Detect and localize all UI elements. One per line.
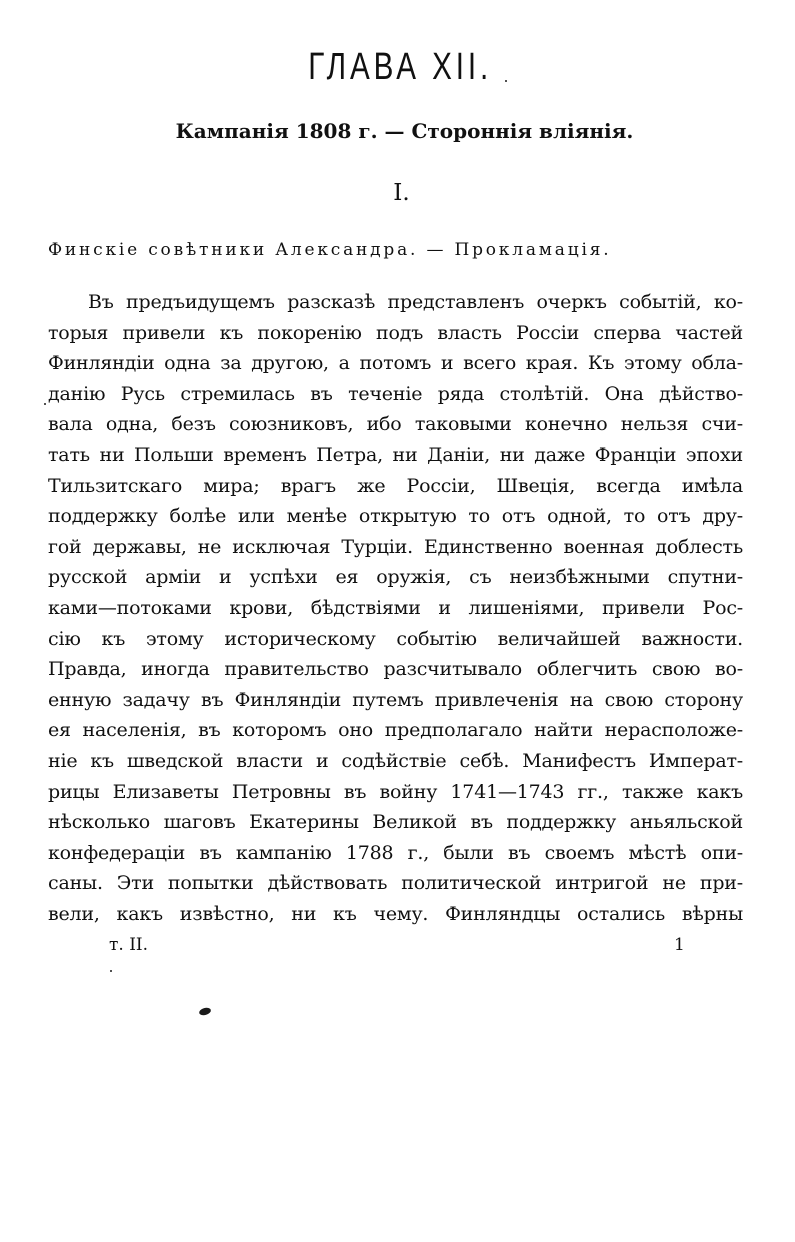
- body-line: тать ни Польши временъ Петра, ни Даніи, ни даже Франціи эпохи: [48, 443, 743, 466]
- body-line: вала одна, безъ союзниковъ, ибо таковыми конечно нельзя счи-: [48, 413, 743, 436]
- body-line: ніе къ шведской власти и содѣйствіе себѣ. Манифестъ Императ-: [48, 749, 743, 772]
- body-line: вели, какъ извѣстно, ни къ чему. Финляндцы остались вѣрны: [48, 902, 743, 925]
- body-line: нѣсколько шаговъ Екатерины Великой въ поддержку аньяльской: [48, 811, 743, 834]
- body-line: русской арміи и успѣхи ея оружія, съ неизбѣжными спутни-: [48, 566, 743, 589]
- body-line: гой державы, не исключая Турціи. Единственно военная доблесть: [48, 535, 743, 558]
- body-line: данію Русь стремилась въ теченіе ряда столѣтій. Она дѣйство-: [48, 382, 743, 405]
- section-heading: Финскіе совѣтники Александра. — Прокламація.: [48, 240, 612, 260]
- body-line: конфедераціи въ кампанію 1788 г., были въ своемъ мѣстѣ опи-: [48, 841, 743, 864]
- body-line: рицы Елизаветы Петровны въ войну 1741—1743 гг., также какъ: [48, 780, 743, 803]
- ink-speck: [110, 970, 112, 972]
- body-line: Въ предъидущемъ разсказѣ представленъ очеркъ событій, ко-: [88, 291, 743, 313]
- chapter-title: ГЛАВА XII.: [308, 46, 493, 88]
- ink-speck: [44, 403, 46, 405]
- body-line: Тильзитскаго мира; врагъ же Россіи, Швеція, всегда имѣла: [48, 474, 743, 497]
- section-number: I.: [393, 180, 410, 206]
- volume-signature: т. II.: [109, 935, 149, 955]
- body-line: Финляндіи одна за другою, а потомъ и всего края. Къ этому обла-: [48, 352, 743, 375]
- body-line: саны. Эти попытки дѣйствовать политической интригой не при-: [48, 872, 743, 895]
- chapter-subtitle: Кампанія 1808 г. — Стороннія вліянія.: [175, 119, 634, 143]
- body-line: ками—потоками крови, бѣдствіями и лишеніями, привели Рос-: [48, 596, 743, 619]
- body-line: ея населенія, въ которомъ оно предполагало найти нерасположе-: [48, 719, 743, 742]
- page-number: 1: [674, 935, 685, 955]
- body-line: Правда, иногда правительство разсчитывало облегчить свою во-: [48, 658, 743, 681]
- ink-speck: [505, 80, 507, 82]
- body-line: поддержку болѣе или менѣе открытую то отъ одной, то отъ дру-: [48, 505, 743, 528]
- body-text: [48, 287, 743, 929]
- body-line: торыя привели къ покоренію подъ власть Россіи сперва частей: [48, 321, 743, 344]
- body-line: сію къ этому историческому событію величайшей важности.: [48, 627, 743, 650]
- page-footer: [0, 930, 795, 960]
- body-line: енную задачу въ Финляндіи путемъ привлеченія на свою сторону: [48, 688, 743, 711]
- ink-speck: [198, 1007, 211, 1017]
